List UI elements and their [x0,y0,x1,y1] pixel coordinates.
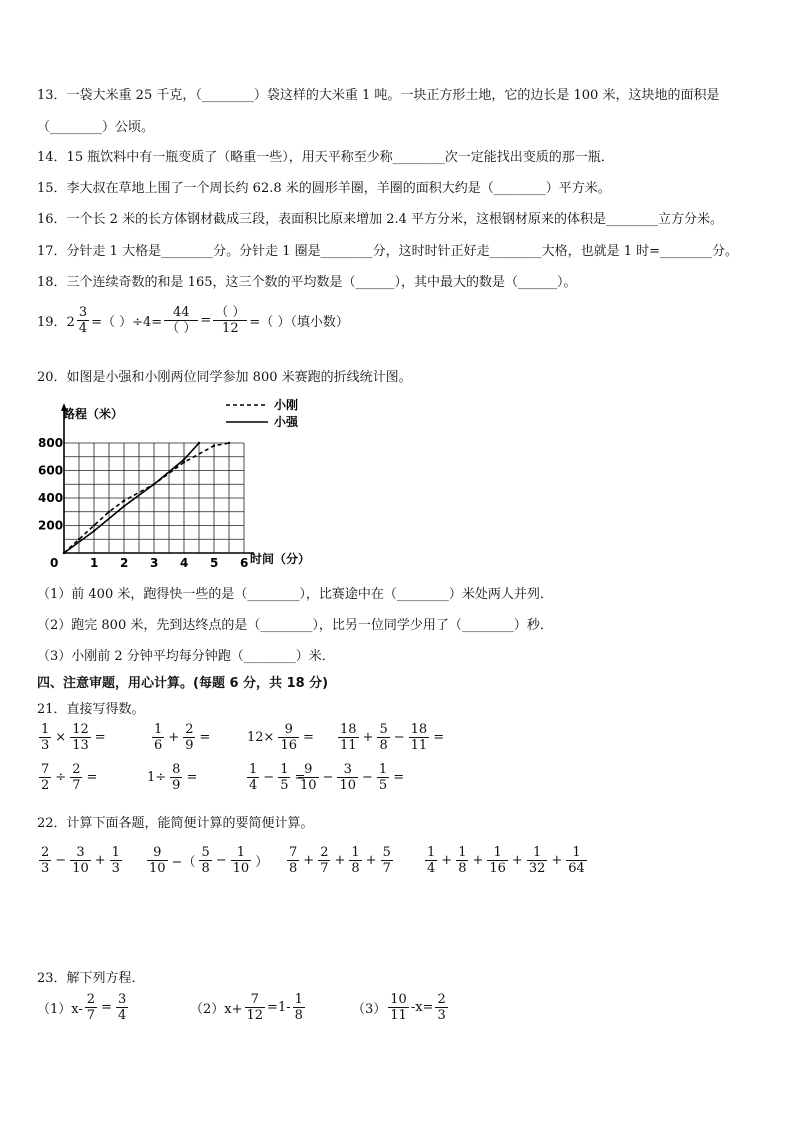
q19-part3: =（ ）（填小数） [249,315,349,330]
q19-fraction-2 [164,305,198,336]
q20-intro: 20．如图是小强和小刚两位同学参加 800 米赛跑的折线统计图。 [37,370,412,385]
chart-ylabel: 路程（米） [63,407,124,421]
data-point [93,530,95,532]
data-point [63,552,65,554]
frac: $\frac{1}{8}$ [294,992,303,1023]
q22-item1: $\frac{2}{3}$ − $\frac{3}{10}$ + $\frac{1}{3}$ [41,845,120,876]
q21-item4: $\frac{18}{11}$ + $\frac{5}{8}$ − $\frac{18}{11}$ = [340,722,445,753]
frac: $\frac{1}{64}$ [568,845,585,876]
x-tick-label: 2 [120,556,129,570]
q19-part2: = [200,313,212,328]
q22-item3: $\frac{7}{8}$ + $\frac{2}{7}$ + $\frac{1}{8}$ + $\frac{5}{7}$ [289,845,391,876]
frac: $\frac{3}{10}$ [72,845,89,876]
legend-label: 小强 [274,415,299,429]
frac: $\frac{9}{16}$ [280,722,297,753]
q23-equation2 [190,992,307,1023]
x-tick-label: 1 [90,556,99,570]
frac: $\frac{1}{8}$ [458,845,467,876]
q21-item6-prefix: 1÷ [147,770,167,785]
frac: $\frac{18}{11}$ [340,722,357,753]
section4-title: 四、注意审题，用心计算。(每题 6 分，共 18 分) [37,676,329,691]
frac: $\frac{10}{11}$ [390,992,407,1023]
q21-text: 21．直接写得数。 [37,702,145,717]
chart-xlabel: 时间（分） [250,552,311,566]
q18-text: 18．三个连续奇数的和是 165，这三个数的平均数是（______），其中最大的数是（______）。 [37,275,577,290]
frac: $\frac{2}{3}$ [437,992,446,1023]
frac: $\frac{8}{9}$ [172,762,181,793]
frac: $\frac{7}{8}$ [289,845,298,876]
frac: $\frac{1}{6}$ [154,722,163,753]
data-point [183,458,185,460]
q21-item6: 1÷ $\frac{8}{9}$ = [147,762,198,793]
q20-sub1: （1）前 400 米，跑得快一些的是（________），比赛途中在（________）米处两人并列． [37,587,553,602]
q23-equation1: （1）x- $\frac{2}{7}$ = $\frac{3}{4}$ [37,992,127,1023]
data-point [153,483,155,485]
frac: $\frac{18}{11}$ [410,722,428,753]
q19-fraction-3 [213,305,247,336]
frac: $\frac{1}{10}$ [232,845,250,876]
frac: $\frac{1}{3}$ [41,722,50,753]
q19-fraction-1 [77,305,89,336]
legend-label: 小刚 [274,398,299,412]
data-point [213,445,215,447]
q19-prefix: 19．2 [37,315,75,330]
y-tick-label: 600 [38,463,64,478]
q16-text: 16．一个长 2 米的长方体钢材截成三段，表面积比原来增加 2.4 平方分米，这根钢材原来的体积是________立方分米。 [37,212,724,227]
q20-sub2: （2）跑完 800 米，先到达终点的是（________），比另一位同学少用了（________）秒． [37,618,553,633]
frac: $\frac{2}{7}$ [72,762,81,793]
q23-text: 23．解下列方程． [37,971,145,986]
q19-frac3-num: （ ） [215,305,246,320]
q19-frac2-den: （ ） [166,321,197,336]
y-tick-label: 400 [38,491,64,505]
frac: $\frac{1}{5}$ [280,762,289,793]
frac: $\frac{5}{8}$ [201,845,210,876]
q23-p3: （3） [352,1002,387,1017]
q21-item1: $\frac{1}{3}$ × $\frac{12}{13}$ = [41,722,106,753]
frac: $\frac{1}{5}$ [378,762,388,793]
q23-p2: （2）x+ [190,1002,243,1017]
frac: $\frac{2}{7}$ [320,845,329,876]
frac: $\frac{1}{4}$ [249,762,258,793]
q21-item3: 12× $\frac{9}{16}$ = [247,722,314,753]
data-point [93,524,95,526]
y-tick-label: 200 [38,518,64,533]
frac: $\frac{1}{8}$ [351,845,360,876]
x-tick-label: 0 [50,556,59,570]
data-point [198,442,200,444]
x-tick-label: 3 [150,556,159,570]
q23-equation3 [352,992,450,1023]
q22-item4: $\frac{1}{4}$ + $\frac{1}{8}$ + $\frac{1}{16}$ + $\frac{1}{32}$ + $\frac{1}{64}$ [427,845,585,876]
q14-text: 14．15 瓶饮料中有一瓶变质了（略重一些），用天平称至少称________次一定能找出变质的那一瓶． [37,150,614,165]
q21-item2: $\frac{1}{6}$ + $\frac{2}{9}$ = [154,722,211,753]
chart-axes [61,403,254,553]
data-point [78,538,80,540]
q13-line1: 13．一袋大米重 25 千克，（________）袋这样的大米重 1 吨。一块正方形土地，它的边长是 100 米，这块地的面积是 [37,88,720,103]
frac: $\frac{9}{10}$ [300,762,317,793]
frac: $\frac{3}{4}$ [117,992,127,1023]
frac: $\frac{1}{4}$ [427,845,436,876]
data-point [108,511,110,513]
q22-item2: $\frac{9}{10}$ −（ $\frac{5}{8}$ − $\frac{1}{10}$ ） [149,845,269,876]
frac: $\frac{1}{32}$ [528,845,546,876]
q13-line2: （________）公顷。 [37,120,155,135]
q19-part1: =（ ）÷4= [91,315,163,330]
q19-expression [37,305,349,336]
frac: $\frac{1}{16}$ [489,845,506,876]
data-point [183,461,185,463]
chart-legend [226,397,299,429]
q20-sub3: （3）小刚前 2 分钟平均每分钟跑（________）米． [37,649,335,664]
frac: $\frac{5}{7}$ [382,845,391,876]
q23-p1: （1）x- [37,1002,83,1017]
frac: $\frac{12}{13}$ [72,722,89,753]
frac: $\frac{7}{12}$ [246,992,264,1023]
q21-item8: $\frac{9}{10}$ − $\frac{3}{10}$ − $\frac{1}{5}$ = [300,762,405,793]
q21-item5: $\frac{7}{2}$ ÷ $\frac{2}{7}$ = [41,762,98,793]
frac: $\frac{9}{10}$ [149,845,166,876]
frac: $\frac{2}{7}$ [86,992,96,1023]
q19-frac3-den: 12 [222,321,239,336]
q19-frac1-num: 3 [78,305,88,320]
x-tick-label: 6 [240,556,249,570]
data-point [228,442,230,444]
frac: $\frac{2}{9}$ [185,722,194,753]
q19-frac2-num: 44 [164,305,198,321]
frac: $\frac{3}{10}$ [339,762,356,793]
q23-p2mid: =1- [267,1000,291,1015]
frac: $\frac{1}{3}$ [111,845,120,876]
frac: $\frac{2}{3}$ [41,845,50,876]
chart-grid [64,443,244,553]
q21-item7: $\frac{1}{4}$ − $\frac{1}{5}$ = [249,762,306,793]
line-chart [36,393,326,573]
q19-frac1-den: 4 [78,321,88,336]
y-tick-label: 800 [38,436,64,450]
q17-text: 17．分针走 1 大格是________分。分针走 1 圈是________分，这时时针正好走________大格，也就是 1 时=________分。 [37,244,739,259]
x-tick-label: 4 [180,556,189,570]
q22-text: 22．计算下面各题，能简便计算的要简便计算。 [37,816,314,831]
frac: $\frac{7}{2}$ [41,762,50,793]
q15-text: 15．李大叔在草地上围了一个周长约 62.8 米的圆形羊圈，羊圈的面积大约是（________）平方米。 [37,181,611,196]
data-point [123,500,125,502]
data-point [123,505,125,507]
x-tick-label: 5 [210,556,219,570]
frac: $\frac{5}{8}$ [379,722,388,753]
q23-p3mid: -x= [410,1000,434,1015]
